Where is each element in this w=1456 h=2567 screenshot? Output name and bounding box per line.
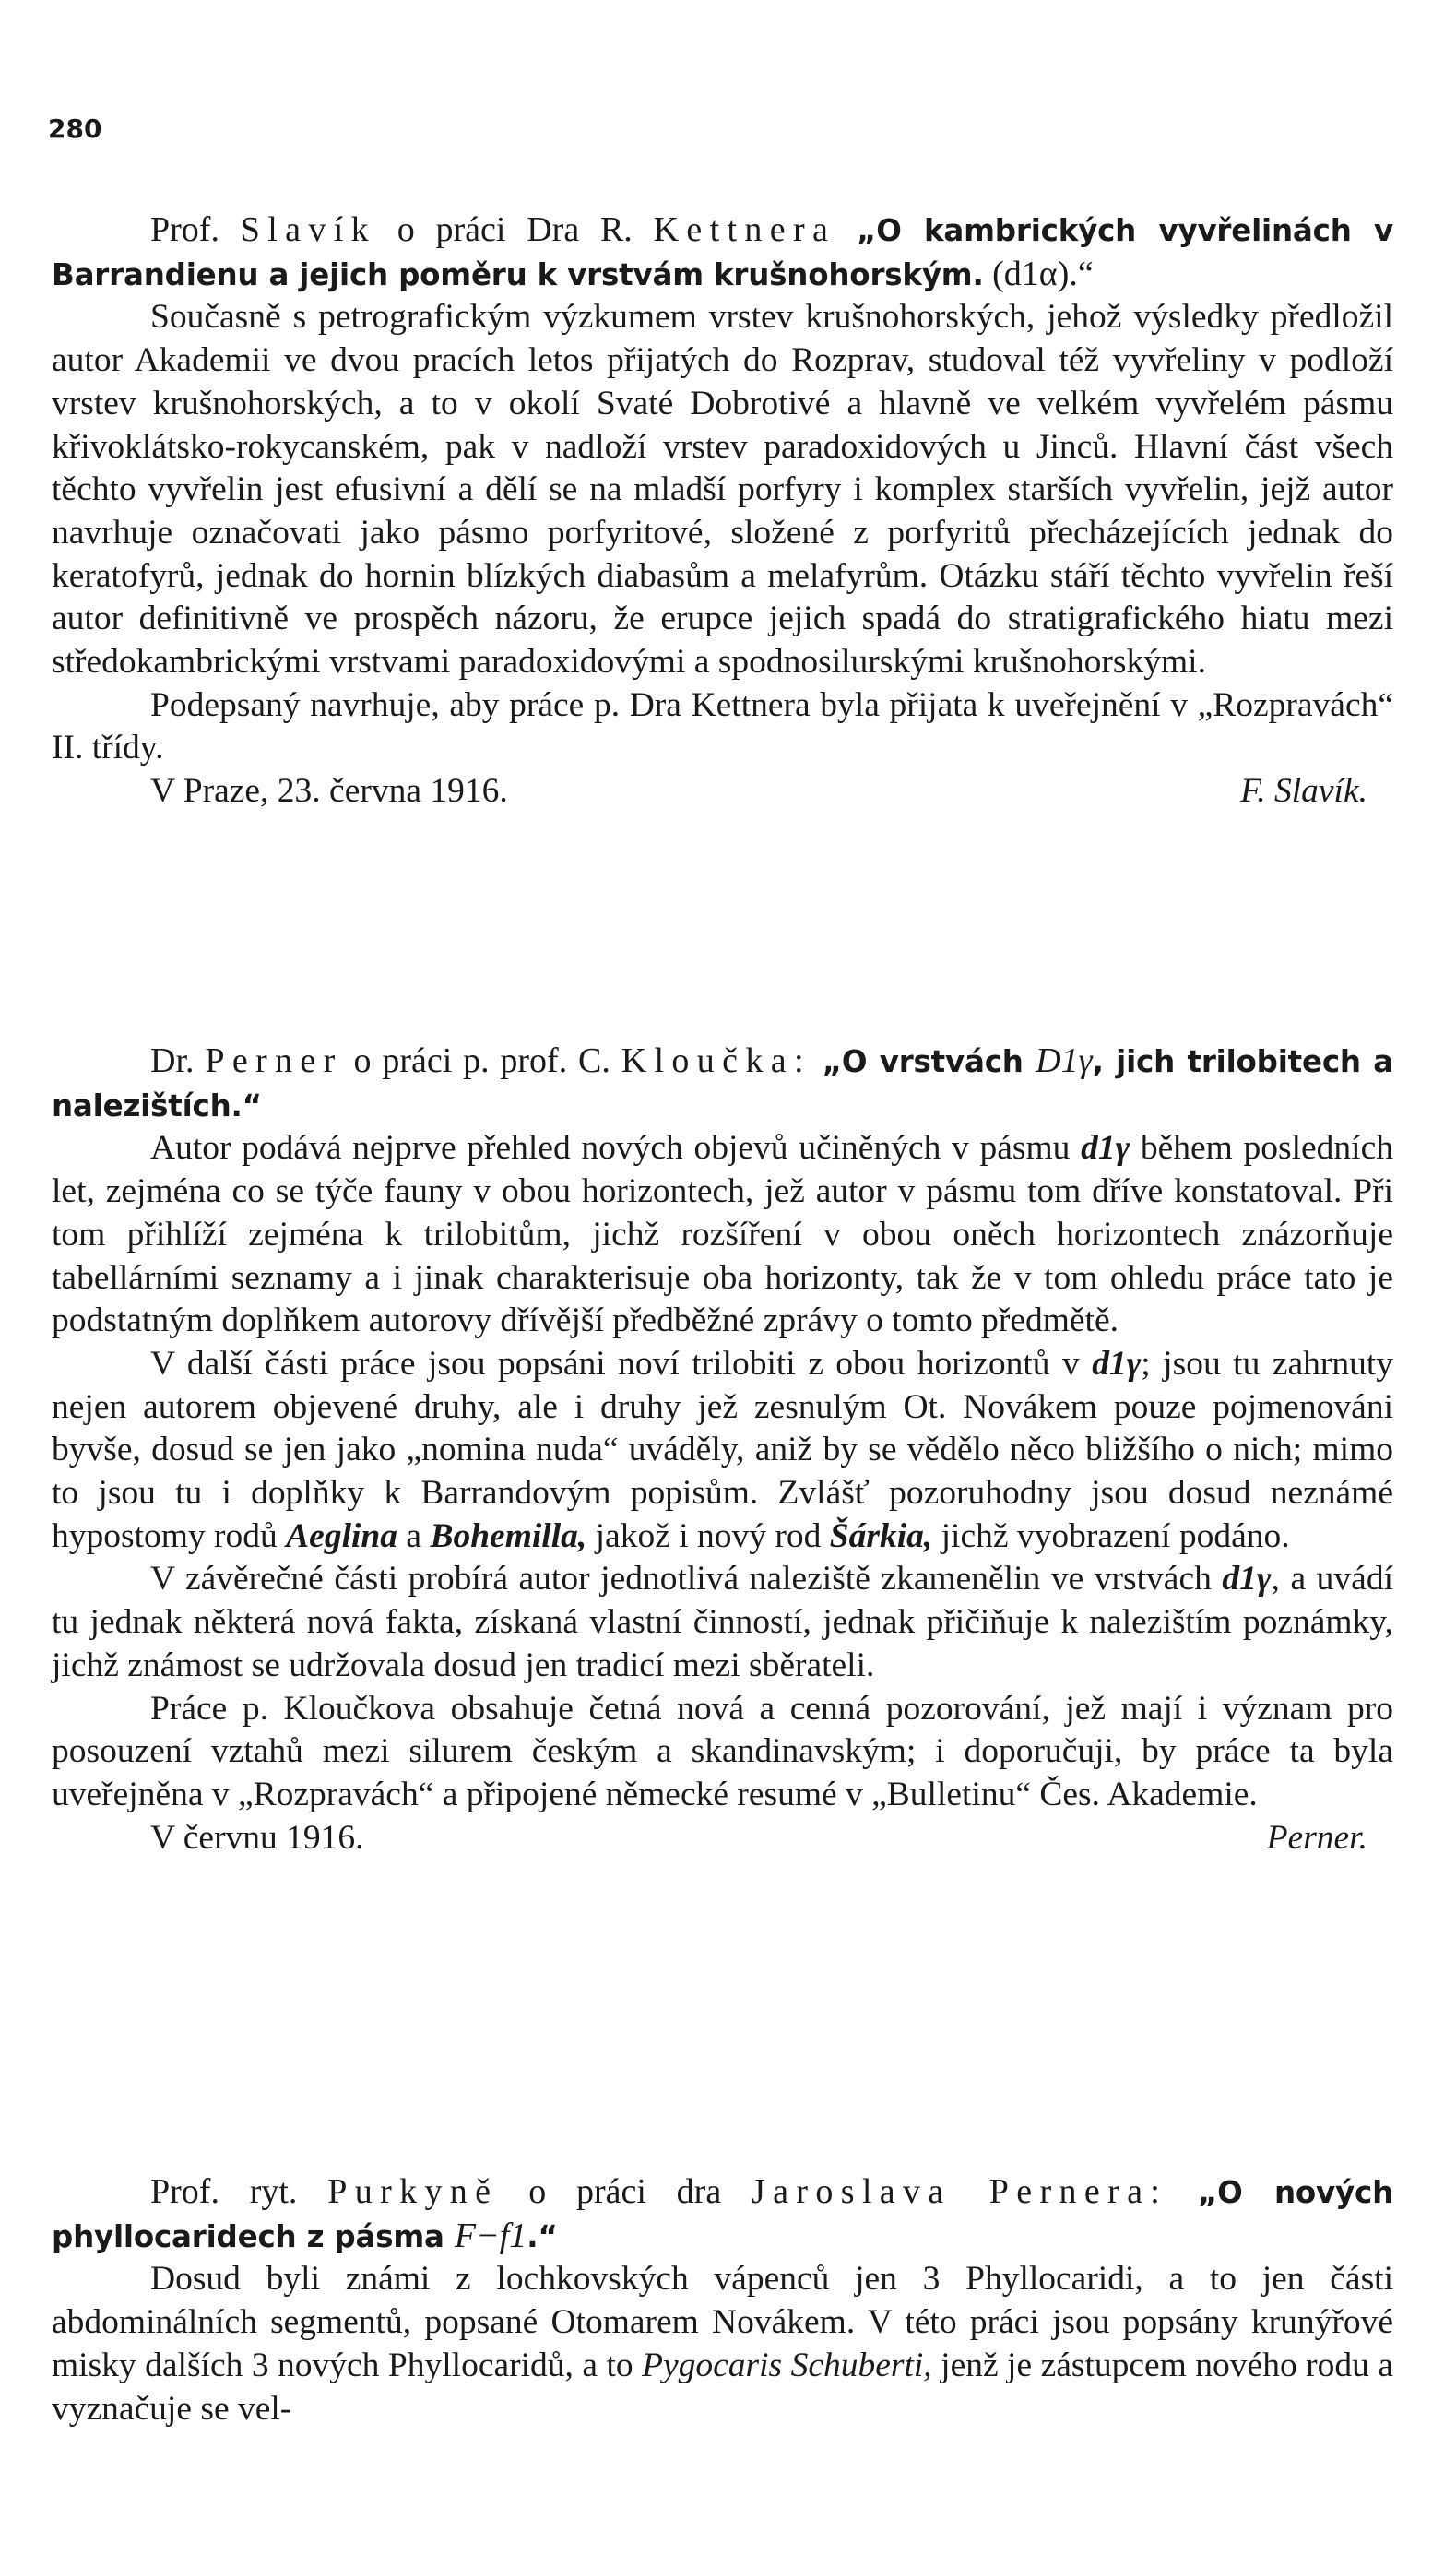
layer-symbol: (d1α).“ (992, 254, 1094, 293)
body-paragraph: V další části práce jsou popsáni noví trilobiti z obou horizontů v d1γ; jsou tu zahrnuty nejen autorem objevené druhy, ale i druhy jež zesnulým Ot. Novákem pouze pojmenováni byvše, dosud se jen jako „nomina nuda“ uváděly, aniž by se vědělo něco bližšího o nich; mimo to jsou tu i doplňky k Barrandovým popisům. Zvlášť pozoruhodny jsou dosud neznámé hypostomy rodů Aeglina a Bohemilla, jakož i nový rod Šárkia, jichž vyobrazení podáno. (52, 1344, 1393, 1555)
work-title: „O nových phyllocaridech z pásma (52, 2175, 1394, 2254)
header-title-prefix: Prof. (150, 210, 219, 249)
species-name: Pygocaris Schuberti, (642, 2346, 932, 2384)
body-paragraph: Autor podává nejprve přehled nových objevů učiněných v pásmu d1γ během posledních let, zejména co se týče fauny v obou horizontech, jež autor v pásmu tom dříve konstatoval. Při tom přihlíží zejména k trilobitům, jichž rozšíření v obou oněch horizontech znázorňuje tabellárními seznamy a i jinak charakterisuje oba horizonty, tak že v tom ohledu práce tato je podstatným doplňkem autorovy dřívější předběžné zprávy o tomto předmětě. (52, 1129, 1393, 1340)
body-paragraph: Dosud byli známi z lochkovských vápenců jen 3 Phyllocaridi, a to jen části abdominálních segmentů, popsané Otomarem Novákem. V této práci jsou popsány krunýřové misky dalších 3 nových Phyllocaridů, a to Pygocaris Schuberti, jenž je zástupcem nového rodu a vyznačuje se vel- (52, 2260, 1393, 2428)
signature-line (52, 1817, 1393, 1860)
signature: F. Slavík. (1240, 772, 1367, 811)
header-title-prefix: Prof. ryt. (150, 2172, 298, 2211)
layer-symbol: F−f1 (454, 2216, 527, 2255)
review-perner (52, 1040, 1393, 1860)
layer-symbol: d1γ (1222, 1560, 1272, 1598)
body-paragraph: Současně s petrografickým výzkumem vrstev krušnohorských, jehož výsledky předložil autor Akademii ve dvou pracích letos přijatých do Rozprav, studoval též vyvřeliny v podloží vrstev krušnohorských, a to v okolí Svaté Dobrotivé a hlavně ve velkém vyvřelém pásmu křivoklátsko-rokycanském, pak v nadloží vrstev paradoxidových u Jinců. Hlavní část všech těchto vyvřelin jest efusivní a dělí se na mladší porfyry i komplex starších vyvřelin, jejž autor navrhuje označovati jako pásmo porfyritové, složené z porfyritů přecházejících jednak do keratofyrů, jednak do hornin blízkých diabasům a melafyrům. Otázku stáří těchto vyvřelin řeší autor definitivně ve prospěch názoru, že erupce jejich spadá do stratigrafického hiatu mezi středokambrickými vrstvami paradoxidovými a spodnosilurskými krušnohorskými. (52, 298, 1393, 682)
page-number: 280 (48, 113, 102, 144)
body-paragraph: Práce p. Kloučkova obsahuje četná nová a cenná pozorování, jež mají i význam pro posouzení vztahů mezi silurem českým a skandinavským; i doporučuji, by práce ta byla uveřejněna v „Rozpravách“ a připojené německé resumé v „Bulletinu“ Čes. Akademie. (52, 1689, 1393, 1813)
section-header (52, 208, 1393, 296)
section-header (52, 2170, 1393, 2258)
body-paragraph: V závěrečné části probírá autor jednotlivá naleziště zkamenělin ve vrstvách d1γ, a uvádí tu jednak některá nová fakta, získaná vlastní činností, jednak přičiňuje k nalezištím poznámky, jichž známost se udržovala dosud jen tradicí mezi sběrateli. (52, 1560, 1393, 1684)
header-title-prefix: Dr. (150, 1041, 195, 1080)
genus-name: Bohemilla, (430, 1516, 587, 1555)
reviewer-name: Perner (205, 1041, 343, 1080)
review-purkyne (52, 2170, 1393, 2430)
reviewer-name: Slavík (240, 210, 376, 249)
place-date: V červnu 1916. (150, 1818, 364, 1857)
author-name: Kloučka: (621, 1041, 811, 1080)
signature-line (52, 770, 1393, 814)
author-name: Kettnera (653, 210, 836, 249)
header-middle: o práci dra (528, 2172, 722, 2211)
layer-symbol: d1γ (1092, 1344, 1142, 1383)
work-title: „O vrstvách (822, 1044, 1036, 1079)
genus-name: Šárkia, (829, 1516, 933, 1555)
author-name: Jaroslava Pernera: (751, 2172, 1168, 2211)
work-title-end: , jich trilobitech a nalezištích.“ (52, 1044, 1394, 1123)
genus-name: Aeglina (286, 1516, 398, 1555)
header-middle: o práci Dra R. (397, 210, 633, 249)
place-date: V Praze, 23. června 1916. (150, 772, 508, 811)
section-header (52, 1040, 1393, 1127)
reviewer-name: Purkyně (327, 2172, 499, 2211)
work-title: „O kambrických vyvřelinách v Barrandienu a jejich poměru k vrstvám krušnohorským. (52, 213, 1394, 292)
work-title-end: .“ (527, 2218, 558, 2254)
body-paragraph: Podepsaný navrhuje, aby práce p. Dra Kettnera byla přijata k uveřejnění v „Rozpravách“ II. třídy. (52, 685, 1393, 767)
review-slavik (52, 208, 1393, 814)
layer-symbol: D1γ (1036, 1041, 1093, 1080)
signature: Perner. (1266, 1818, 1367, 1857)
header-middle: o práci p. prof. C. (353, 1041, 610, 1080)
layer-symbol: d1γ (1081, 1129, 1130, 1168)
